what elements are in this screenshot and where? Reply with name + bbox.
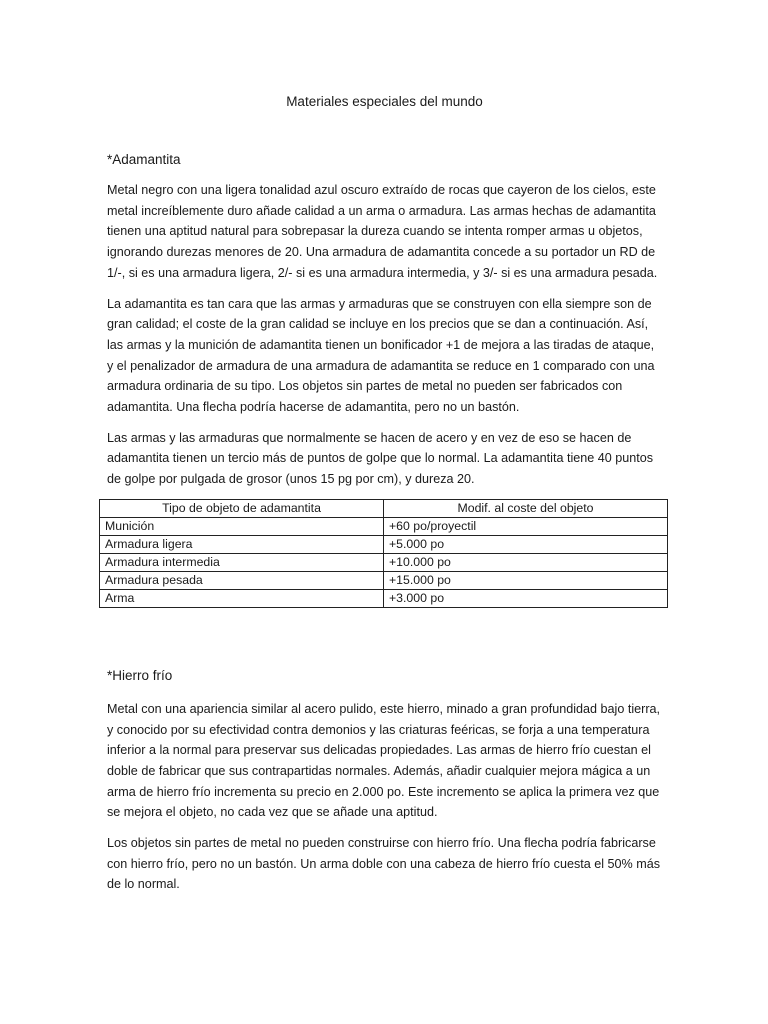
table-cell: Armadura intermedia: [100, 553, 384, 571]
paragraph: Metal con una apariencia similar al acero pulido, este hierro, minado a gran profundidad bajo tierra, y conocido por su efectividad contra demonios y las criaturas feéricas, se forja a una temperatura inferior a la normal para preservar sus delicadas propiedades. Las armas de hierro frío cuestan el doble de fabricar que sus contrapartidas normales. Además, añadir cualquier mejora mágica a un arma de hierro frío incrementa su precio en 2.000 po. Este incremento se aplica la primera vez que se mejora el objeto, no cada vez que se añade una aptitud.: [107, 701, 661, 820]
table-row: [100, 535, 668, 553]
table-cell: +5.000 po: [384, 535, 668, 553]
table-cell: +15.000 po: [384, 571, 668, 589]
table-row: [100, 517, 668, 535]
paragraph: Los objetos sin partes de metal no pueden construirse con hierro frío. Una flecha podría fabricarse con hierro frío, pero no un bastón. Un arma doble con una cabeza de hierro frío cuesta el 50% más de lo normal.: [107, 836, 661, 892]
section-heading-hierro-frio: *Hierro frío: [107, 667, 173, 683]
paragraph: La adamantita es tan cara que las armas y armaduras que se construyen con ella siempre son de gran calidad; el coste de la gran calidad se incluye en los precios que se dan a continuación. Así, las armas y la munición de adamantita tienen un bonificador +1 de mejora a las tiradas de ataque, y el penalizador de armadura de una armadura de adamantita se reduce en 1 comparado con una armadura ordinaria de su tipo. Los objetos sin partes de metal no pueden ser fabricados con adamantita. Una flecha podría hacerse de adamantita, pero no un bastón.: [107, 296, 655, 415]
paragraph: Las armas y las armaduras que normalmente se hacen de acero y en vez de eso se hacen de adamantita tienen un tercio más de puntos de golpe que lo normal. La adamantita tiene 40 puntos de golpe por pulgada de grosor (unos 15 pg por cm), y dureza 20.: [107, 430, 654, 487]
section-heading-adamantita: *Adamantita: [107, 152, 181, 167]
paragraph: Metal negro con una ligera tonalidad azul oscuro extraído de rocas que cayeron de los cielos, este metal increíblemente duro añade calidad a un arma o armadura. Las armas hechas de adamantita tienen una aptitud natural para sobrepasar la dureza cuando se intenta romper armas u objetos, ignorando durezas menores de 20. Una armadura de adamantita concede a su portador un RD de 1/-, si es una armadura ligera, 2/- si es una armadura intermedia, y 3/- si es una armadura pesada.: [107, 183, 658, 280]
table-header-row: [100, 499, 668, 517]
table-cell: +10.000 po: [384, 553, 668, 571]
column-header: Modif. al coste del objeto: [384, 499, 668, 517]
table-cell: Armadura ligera: [100, 535, 384, 553]
column-header: Tipo de objeto de adamantita: [100, 499, 384, 517]
table-cell: +3.000 po: [384, 589, 668, 607]
document-page: [107, 88, 662, 895]
table-cell: +60 po/proyectil: [384, 517, 668, 535]
table-cell: Munición: [100, 517, 384, 535]
table-cell: Armadura pesada: [100, 571, 384, 589]
document-title: Materiales especiales del mundo: [286, 94, 483, 109]
table-cell: Arma: [100, 589, 384, 607]
table-row: [100, 553, 668, 571]
table-row: [100, 589, 668, 607]
adamantita-cost-table: [99, 499, 668, 608]
table-row: [100, 571, 668, 589]
